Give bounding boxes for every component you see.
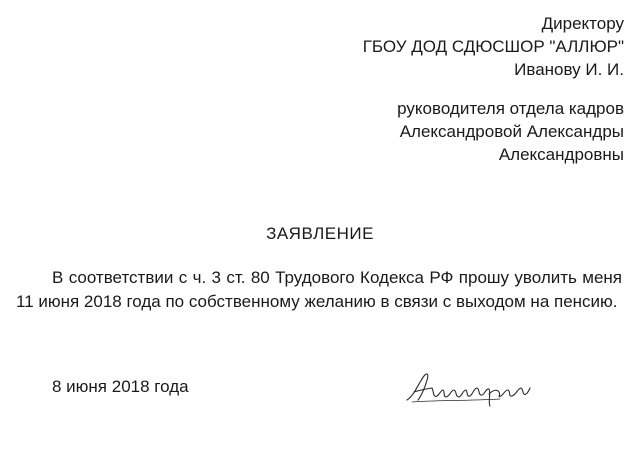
addressee-position: Директору (541, 14, 624, 33)
sender-name-line2: Александровны (498, 145, 624, 164)
document-body-text: В соответствии с ч. 3 ст. 80 Трудового Кодекса РФ прошу уволить меня 11 июня 2018 года по собственному желанию в связи с выходом на пенсию. (16, 268, 622, 311)
handwritten-signature (404, 366, 532, 410)
document-title: ЗАЯВЛЕНИЕ (266, 224, 374, 243)
sender-name-line1: Александровой Александры (399, 122, 624, 141)
addressee-name: Иванову И. И. (514, 60, 624, 79)
document-body (16, 266, 622, 314)
document-date: 8 июня 2018 года (52, 377, 189, 396)
sender-position: руководителя отдела кадров (397, 99, 624, 118)
addressee-organization: ГБОУ ДОД СДЮСШОР "АЛЛЮР" (362, 37, 624, 56)
